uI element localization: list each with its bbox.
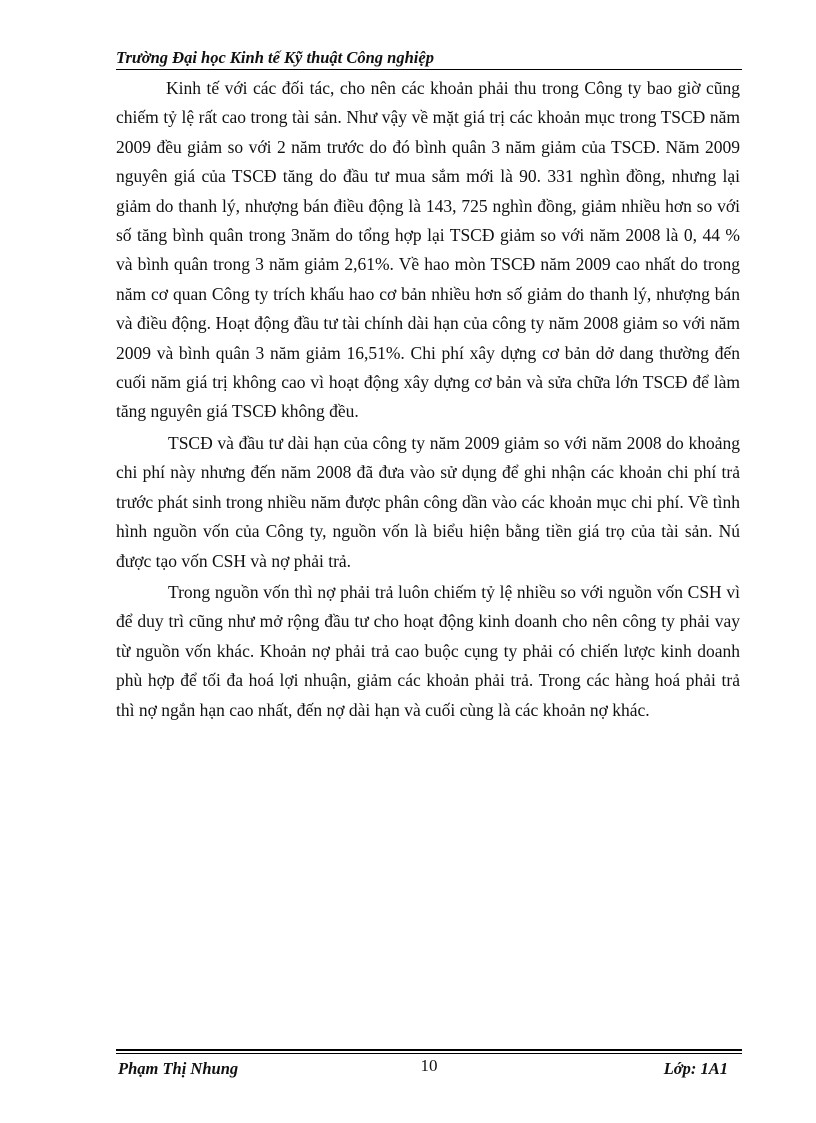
footer-author: Phạm Thị Nhung [118, 1059, 239, 1078]
footer-class: Lớp: 1A1 [663, 1059, 728, 1078]
body-text [116, 74, 740, 725]
footer-rule [116, 1049, 742, 1051]
paragraph: Kinh tế với các đối tác, cho nên các khoản phải thu trong Công ty bao giờ cũng chiếm tỷ lệ rất cao trong tài sản. Như vậy về mặt giá trị các khoản mục trong TSCĐ năm 2009 đều giảm so với 2 năm trước do đó bình quân 3 năm giảm của TSCĐ. Năm 2009 nguyên giá của TSCĐ tăng do đầu tư mua sắm mới là 90. 331 nghìn đồng, nhưng lại giảm do thanh lý, nhượng bán điều động là 143, 725 nghìn đồng, giảm nhiều hơn so với số tăng bình quân trong 3năm do tổng hợp lại TSCĐ giảm so với năm 2008 là 0, 44 % và bình quân trong 3 năm giảm 2,61%. Về hao mòn TSCĐ năm 2009 cao nhất do trong năm cơ quan Công ty trích khấu hao cơ bản nhiều hơn số giảm do thanh lý, nhượng bán và điều động. Hoạt động đầu tư tài chính dài hạn của công ty năm 2008 giảm so với năm 2009 và bình quân 3 năm giảm 16,51%. Chi phí xây dựng cơ bản dở dang thường đến cuối năm giá trị không cao vì hoạt động xây dựng cơ bản và sửa chữa lớn TSCĐ để làm tăng nguyên giá TSCĐ không đều. [116, 78, 740, 422]
page-number: 10 [420, 1056, 438, 1075]
header-rule [116, 69, 742, 70]
page-header [116, 48, 742, 70]
footer-rule [116, 1053, 742, 1054]
page-footer [116, 1049, 742, 1080]
header-title: Trường Đại học Kinh tế Kỹ thuật Công nghiệp [116, 48, 434, 67]
paragraph: Trong nguồn vốn thì nợ phải trả luôn chiếm tỷ lệ nhiều so với nguồn vốn CSH vì để duy trì cũng như mở rộng đầu tư cho hoạt động kinh doanh cho nên công ty phải vay từ nguồn vốn khác. Khoản nợ phải trả cao buộc cụng ty phải có chiến lược kinh doanh phù hợp để tối đa hoá lợi nhuận, giảm các khoản phải trả. Trong các hàng hoá phải trả thì nợ ngắn hạn cao nhất, đến nợ dài hạn và cuối cùng là các khoản nợ khác. [116, 581, 740, 720]
paragraph: TSCĐ và đầu tư dài hạn của công ty năm 2009 giảm so với năm 2008 do khoảng chi phí này nhưng đến năm 2008 đã đưa vào sử dụng để ghi nhận các khoản chi phí trả trước phát sinh trong nhiều năm được phân công dần vào các khoản mục chi phí. Về tình hình nguồn vốn của Công ty, nguồn vốn là biểu hiện bằng tiền giá trọ của tài sản. Nú được tạo vốn CSH và nợ phải trả. [116, 432, 740, 571]
